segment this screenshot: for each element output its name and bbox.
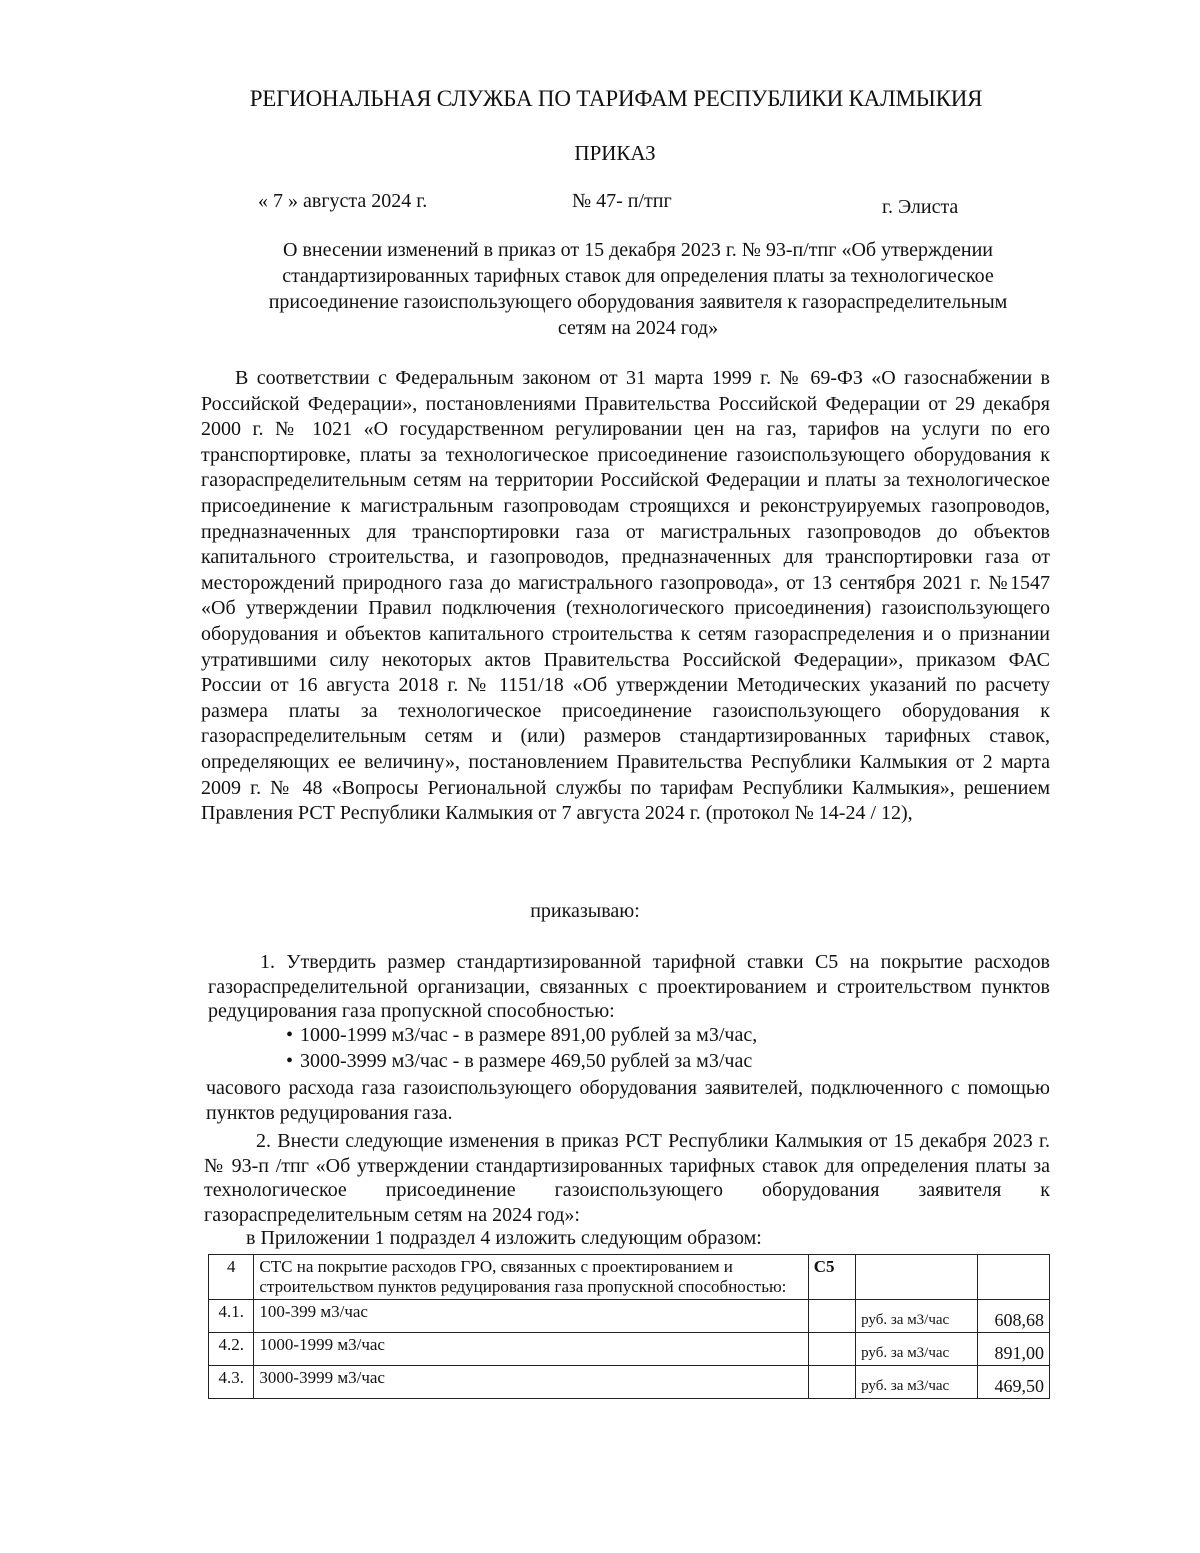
table-row [209,1333,1050,1366]
table-cell-code [808,1333,855,1366]
table-cell-num: 4.3. [209,1366,254,1399]
table-cell-name: 100-399 м3/час [254,1300,808,1333]
table-cell-code [808,1366,855,1399]
bullet-text: 1000-1999 м3/час - в размере 891,00 рублей за м3/час, [300,1024,758,1046]
document-type: ПРИКАЗ [574,141,656,165]
table-header-row [209,1255,1050,1300]
order-subject: О внесении изменений в приказ от 15 декабря 2023 г. № 93-п/тпг «Об утверждении стандартизированных тарифных ставок для определения платы за технологическое присоединение газоиспользующего оборудования заявителя к газораспределительным сетям на 2024 год» [268,239,1008,339]
table-cell-unit: руб. за м3/час [856,1300,978,1333]
rates-table [208,1254,1050,1399]
table-cell-value: 891,00 [978,1333,1050,1366]
table-cell-num: 4.2. [209,1333,254,1366]
bullet-icon: • [286,1050,294,1072]
organization-title: РЕГИОНАЛЬНАЯ СЛУЖБА ПО ТАРИФАМ РЕСПУБЛИКИ КАЛМЫКИЯ [249,86,983,111]
table-cell-code: С5 [808,1255,855,1300]
bullet-item [286,1050,752,1073]
bullet-icon: • [286,1024,294,1046]
bullet-item [286,1024,757,1047]
table-row [209,1366,1050,1399]
table-cell-unit: руб. за м3/час [856,1333,978,1366]
table-cell-name: 3000-3999 м3/час [254,1366,808,1399]
table-cell-unit [856,1255,978,1300]
item-1-tail: часового расхода газа газоиспользующего оборудования заявителей, подключенного с помощью пунктов редуцирования газа. [206,1077,1050,1124]
table-cell-code [808,1300,855,1333]
table-cell-num: 4 [209,1255,254,1300]
order-date: « 7 » августа 2024 г. [258,190,428,212]
table-cell-name: СТС на покрытие расходов ГРО, связанных с проектированием и строительством пунктов редуцирования газа пропускной способностью: [254,1255,808,1300]
table-cell-num: 4.1. [209,1300,254,1333]
table-cell-value: 469,50 [978,1366,1050,1399]
preamble-paragraph: В соответствии с Федеральным законом от 31 марта 1999 г. № 69-ФЗ «О газоснабжении в Российской Федерации», постановлениями Правительства Российской Федерации от 29 декабря 2000 г. № 1021 «О государственном регулировании цен на газ, тарифов на услуги по его транспортировке, платы за технологическое присоединение газоиспользующего оборудования к газораспределительным сетям на территории Российской Федерации и платы за технологическое присоединение к магистральным газопроводам строящихся и реконструируемых газопроводов, предназначенных для транспортировки газа от магистральных газопроводов до объектов капитального строительства, и газопроводов, предназначенных для транспортировки газа от месторождений природного газа до магистрального газопровода», от 13 сентября 2021 г. №1547 «Об утверждении Правил подключения (технологического присоединения) газоиспользующего оборудования и объектов капитального строительства к сетям газораспределения и о признании утратившими силу некоторых актов Правительства Российской Федерации», приказом ФАС России от 16 августа 2018 г. № 1151/18 «Об утверждении Методических указаний по расчету размера платы за технологическое присоединение газоиспользующего оборудования к газораспределительным сетям и (или) размеров стандартизированных тарифных ставок, определяющих ее величину», постановлением Правительства Республики Калмыкия от 2 марта 2009 г. № 48 «Вопросы Региональной службы по тарифам Республики Калмыкия», решением Правления РСТ Республики Калмыкия от 7 августа 2024 г. (протокол № 14-24 / 12), [201,367,1050,825]
table-cell-unit: руб. за м3/час [856,1366,978,1399]
annex-instruction: в Приложении 1 подраздел 4 изложить следующим образом: [246,1227,762,1249]
item-2-paragraph: 2. Внести следующие изменения в приказ РСТ Республики Калмыкия от 15 декабря 2023 г. № 93-п /тпг «Об утверждении стандартизированных тарифных ставок для определения платы за технологическое присоединение газоиспользующего оборудования заявителя к газораспределительным сетям на 2024 год»: [204,1130,1050,1226]
table-cell-name: 1000-1999 м3/час [254,1333,808,1366]
order-number: № 47- п/тпг [572,190,672,212]
item-1-paragraph: 1. Утвердить размер стандартизированной тарифной ставки С5 на покрытие расходов газораспределительной организации, связанных с проектированием и строительством пунктов редуцирования газа пропускной способностью: [208,951,1050,1022]
table-row [209,1300,1050,1333]
table-cell-value [978,1255,1050,1300]
decree-word: приказываю: [530,900,640,922]
table-cell-value: 608,68 [978,1300,1050,1333]
bullet-text: 3000-3999 м3/час - в размере 469,50 рублей за м3/час [300,1050,753,1072]
order-city: г. Элиста [882,196,959,218]
